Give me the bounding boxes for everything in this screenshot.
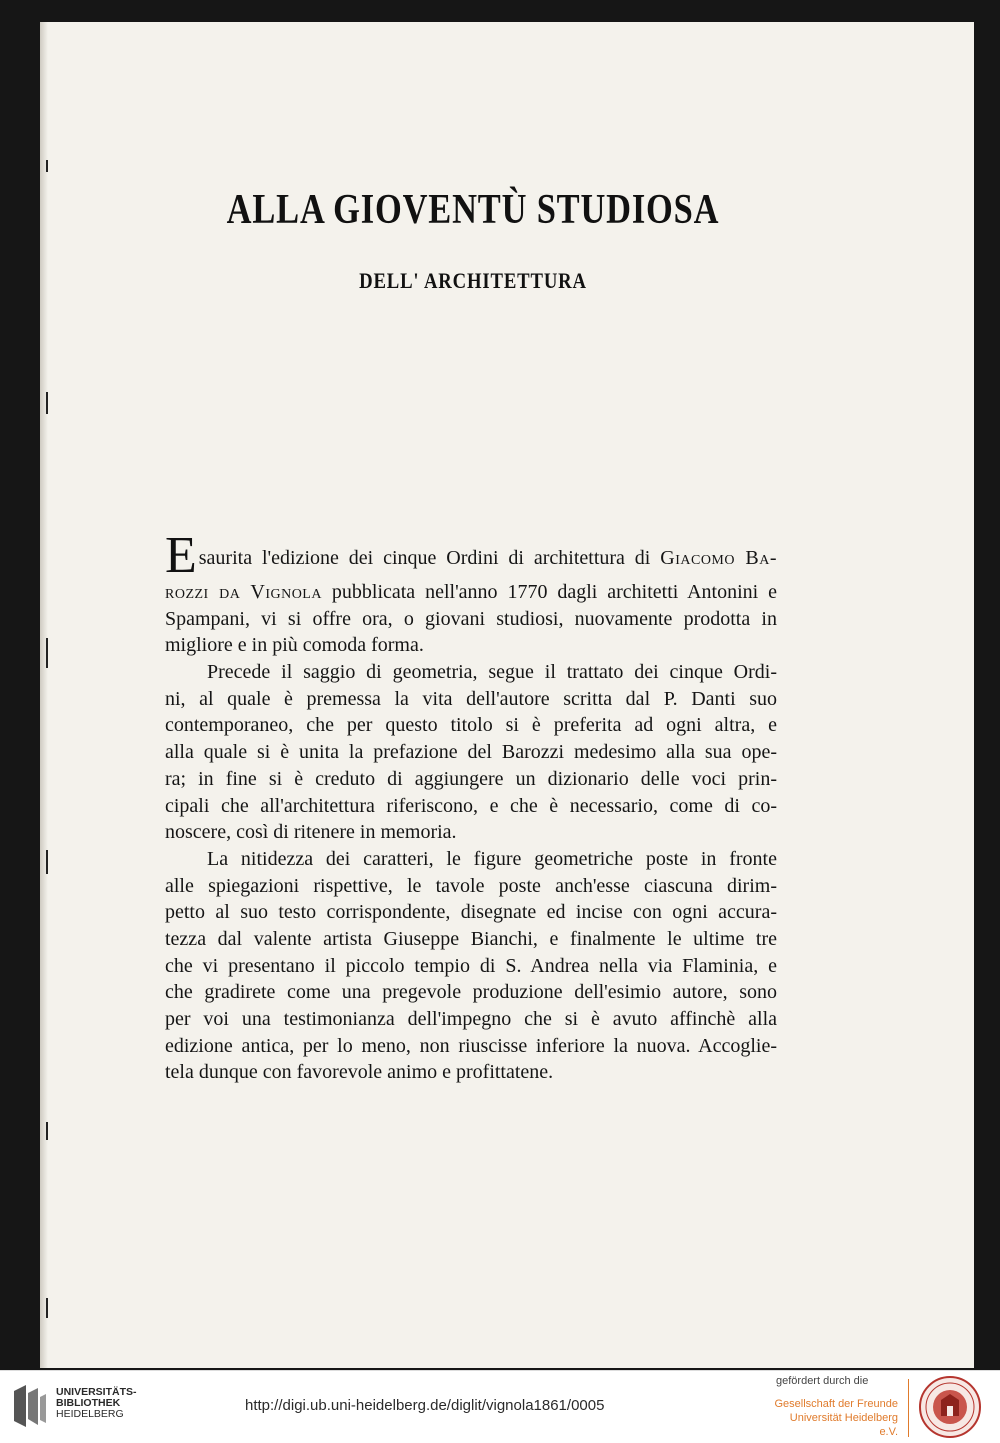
sponsor-divider bbox=[908, 1379, 909, 1437]
text-line: tezza dal valente artista Giuseppe Bianchi, e finalmente le ultime tre bbox=[165, 927, 777, 950]
permalink-url[interactable]: http://digi.ub.uni-heidelberg.de/diglit/vignola1861/0005 bbox=[245, 1397, 605, 1414]
text-line: Spampani, vi si offre ora, o giovani studiosi, nuovamente prodotta in bbox=[165, 607, 777, 630]
text-line bbox=[165, 579, 777, 606]
text-fragment: saurita l'edizione dei cinque Ordini di architettura di bbox=[198, 547, 661, 569]
text-line: alle spiegazioni rispettive, le tavole poste anch'esse ciascuna dirim- bbox=[165, 874, 777, 897]
university-library-logo-icon[interactable] bbox=[12, 1385, 48, 1427]
author-name-smallcaps: rozzi da Vignola bbox=[165, 581, 322, 603]
paragraph-1 bbox=[165, 525, 777, 659]
text-line: per voi una testimonianza dell'impegno che si è avuto affinchè alla bbox=[165, 1008, 777, 1030]
text-line: tela dunque con favorevole animo e profittatene. bbox=[165, 1061, 554, 1084]
drop-cap: E bbox=[165, 527, 197, 584]
sponsor-name-line: Gesellschaft der Freunde bbox=[774, 1398, 898, 1410]
text-line: ni, al quale è premessa la vita dell'autore scritta dal P. Danti suo bbox=[165, 687, 777, 710]
text-line: migliore e in più comoda forma. bbox=[165, 634, 424, 657]
text-line: La nitidezza dei caratteri, le figure geometriche poste in fronte bbox=[207, 847, 777, 870]
sponsor-name-line: Universität Heidelberg e.V. bbox=[789, 1412, 898, 1438]
text-line: edizione antica, per lo meno, non riuscisse inferiore la nuova. Accoglie- bbox=[165, 1034, 777, 1057]
university-seal-icon bbox=[919, 1376, 981, 1438]
library-name-line: BIBLIOTHEK bbox=[56, 1397, 121, 1409]
text-line: noscere, così di ritenere in memoria. bbox=[165, 821, 457, 844]
library-name-line: UNIVERSITÄTS- bbox=[56, 1386, 137, 1398]
text-line: Precede il saggio di geometria, segue il trattato dei cinque Ordi- bbox=[207, 661, 777, 684]
text-line: che vi presentano il piccolo tempio di S. Andrea nella via Flaminia, e bbox=[165, 954, 777, 977]
binding-marks bbox=[44, 160, 50, 1320]
text-fragment: pubblicata nell'anno 1770 dagli architetti Antonini e bbox=[321, 581, 778, 603]
text-line: ra; in fine si è creduto di aggiungere un dizionario delle voci prin- bbox=[165, 767, 777, 790]
library-name-line: HEIDELBERG bbox=[56, 1408, 124, 1420]
university-library-name bbox=[56, 1387, 137, 1420]
text-line: contemporaneo, che per questo titolo si è preferita ad ogni altra, e bbox=[165, 714, 777, 737]
text-line: cipali che all'architettura riferiscono, e che è necessario, come di co- bbox=[165, 794, 777, 817]
text-line: alla quale si è unita la prefazione del Barozzi medesimo alla sua ope- bbox=[165, 741, 777, 764]
text-line: petto al suo testo corrispondente, disegnate ed incise con ogni accura- bbox=[165, 901, 777, 924]
sponsor-link[interactable] bbox=[773, 1397, 898, 1439]
page-subtitle: DELL' ARCHITETTURA bbox=[359, 268, 587, 293]
footer-bar bbox=[0, 1370, 1000, 1443]
paragraph-2 bbox=[165, 659, 777, 846]
text-line bbox=[165, 525, 777, 584]
sponsor-prefix: gefördert durch die bbox=[776, 1375, 869, 1387]
page-title: ALLA GIOVENTÙ STUDIOSA bbox=[226, 187, 720, 233]
paragraph-3 bbox=[165, 846, 777, 1086]
body-text bbox=[165, 525, 777, 1086]
text-line: che gradirete come una pregevole produzione dell'esimio autore, sono bbox=[165, 981, 777, 1004]
author-name-smallcaps: Giacomo Ba- bbox=[660, 547, 777, 569]
